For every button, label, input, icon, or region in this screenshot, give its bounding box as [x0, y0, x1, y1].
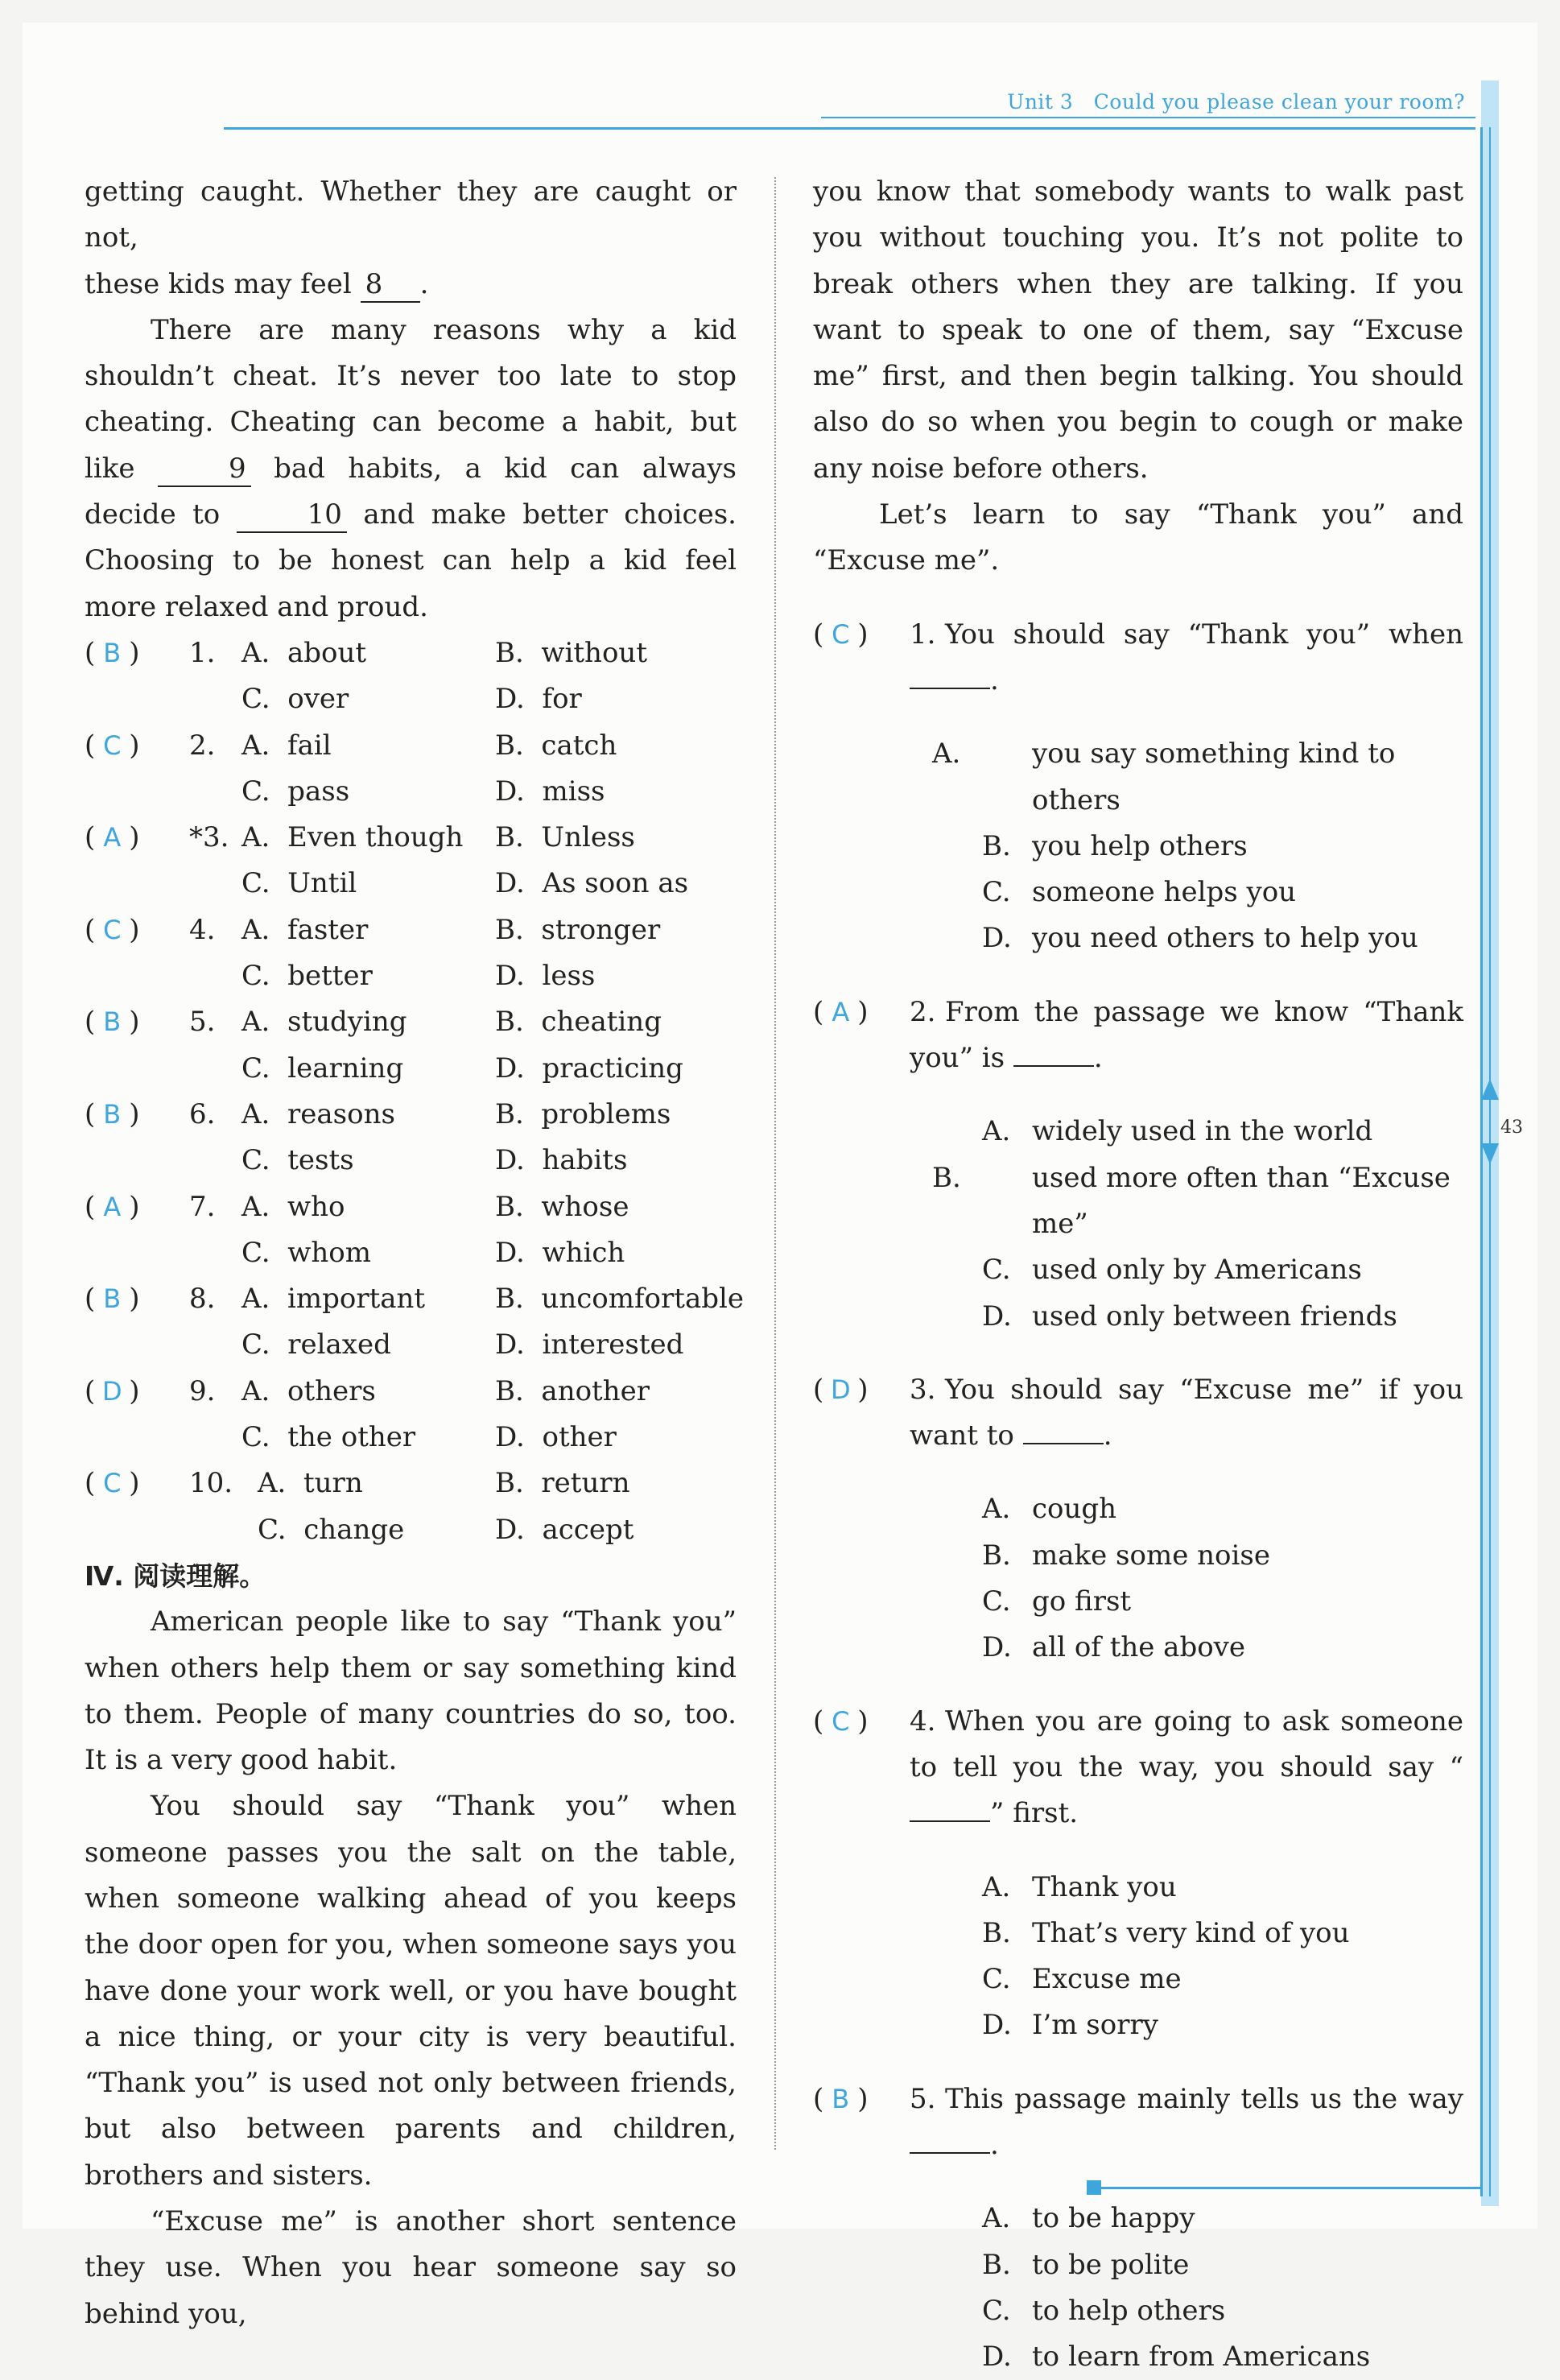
answer-blank [910, 1791, 990, 1822]
answer-paren: ( B ) [85, 630, 140, 676]
cloze-question-row [85, 1046, 737, 1092]
cloze-text: There are many reasons why a kid shouldn’t cheat. It’s never too late to stop cheating. Cheating can become a habit, but like [85, 313, 737, 485]
option-d: D. practicing [495, 1052, 683, 1085]
answer-letter: B [103, 1283, 122, 1315]
reading-option: C. to help others [982, 2294, 1226, 2327]
question-number: *3. [189, 821, 229, 854]
answer-paren: ( B ) [85, 999, 140, 1045]
option-b: B. another [495, 1374, 650, 1407]
answer-letter: A [103, 822, 122, 853]
reading-option: B. used more often than “Excuse me” [932, 1161, 1451, 1240]
reading-option: A. widely used in the world [982, 1115, 1373, 1148]
reading-option: B. you help others [982, 829, 1248, 862]
option-d: D. miss [495, 775, 605, 808]
cloze-question-row [85, 907, 737, 953]
rail-arrow-up-icon [1481, 1079, 1499, 1100]
reading-option: D. to learn from Americans [982, 2341, 1371, 2374]
option-a: A. studying [241, 1006, 407, 1039]
question-number: 5. [189, 1006, 216, 1039]
option-b: B. whose [495, 1190, 629, 1223]
option-d: D. other [495, 1421, 617, 1454]
answer-letter: A [103, 1191, 122, 1222]
option-a: A. important [241, 1283, 426, 1316]
option-c: C. better [241, 960, 373, 993]
option-d: D. which [495, 1236, 625, 1269]
answer-letter: B [103, 1098, 122, 1130]
answer-paren: ( D ) [813, 1367, 869, 1413]
answer-paren: ( A ) [813, 990, 869, 1035]
cloze-question-row [85, 861, 737, 907]
answer-paren: ( A ) [85, 1184, 140, 1230]
answer-paren: ( D ) [85, 1369, 140, 1415]
option-a: A. fail [241, 729, 332, 762]
answer-letter: C [103, 729, 122, 761]
option-b: B. return [495, 1467, 630, 1500]
question-stem: 1. You should say “Thank you” when . [910, 612, 1463, 704]
question-stem: 5. This passage mainly tells us the way . [910, 2076, 1463, 2169]
answer-letter: B [832, 2083, 850, 2114]
cloze-text: and make better choices. Choosing to be honest can help a kid feel more relaxed and proud. [85, 498, 737, 623]
cloze-question-row [85, 676, 737, 722]
header-rule-thin [821, 117, 1475, 118]
option-d: D. less [495, 960, 596, 993]
question-number: 3. [910, 1373, 936, 1406]
answer-blank [1023, 1414, 1104, 1444]
column-divider [774, 177, 776, 2150]
answer-paren: ( C ) [813, 1699, 869, 1745]
answer-letter: C [832, 618, 850, 650]
cloze-question-row [85, 769, 737, 815]
reading-option: A. Thank you [982, 1870, 1177, 1903]
answer-paren: ( C ) [813, 612, 869, 658]
cloze-question-row [85, 1507, 737, 1553]
cloze-text: . [419, 267, 429, 300]
cloze-question-row [85, 1369, 737, 1415]
answer-paren: ( B ) [85, 1092, 140, 1138]
reading-question [813, 612, 1463, 962]
header-rule [224, 127, 1475, 130]
page-number: 43 [1500, 1118, 1523, 1138]
unit-title: Could you please clean your room? [1093, 90, 1465, 114]
reading-option: B. That’s very kind of you [982, 1916, 1350, 1949]
answer-letter: A [832, 996, 850, 1027]
cloze-questions [85, 630, 744, 1553]
cloze-blank-8: 8 [361, 267, 420, 303]
cloze-blank-10: 10 [237, 498, 347, 533]
cloze-question-row [85, 1092, 737, 1138]
answer-letter: C [103, 1468, 122, 1499]
option-a: A. others [241, 1374, 376, 1407]
option-d: D. As soon as [495, 867, 689, 900]
answer-letter: D [101, 1375, 122, 1407]
option-c: C. the other [241, 1421, 416, 1454]
answer-paren: ( A ) [85, 815, 140, 861]
reading-option: D. used only between friends [982, 1299, 1397, 1333]
option-a: A. faster [241, 913, 369, 946]
option-b: B. problems [495, 1097, 671, 1130]
question-stem: 4. When you are going to ask someone to tell you the way, you should say “ ” first. [910, 1699, 1463, 1837]
question-number: 2. [189, 729, 216, 762]
section-title: Ⅳ. 阅读理解。 [85, 1560, 266, 1592]
question-number: 6. [189, 1097, 216, 1130]
option-a: A. reasons [241, 1097, 395, 1130]
option-c: C. pass [241, 775, 350, 808]
question-number: 1. [910, 618, 936, 651]
question-number: 2. [910, 995, 936, 1028]
option-a: A. Even though [241, 821, 464, 854]
option-a: A. who [241, 1190, 345, 1223]
option-c: C. change [258, 1513, 405, 1546]
answer-blank [910, 659, 990, 689]
reading-option: A. cough [982, 1493, 1117, 1526]
answer-blank [910, 2123, 990, 2154]
cloze-question-row [85, 1461, 737, 1506]
reading-paragraph: Let’s learn to say “Thank you” and “Excuse me”. [813, 498, 1463, 577]
cloze-question-row [85, 630, 737, 676]
answer-blank [1013, 1036, 1094, 1067]
option-d: D. interested [495, 1328, 684, 1361]
reading-paragraph: you know that somebody wants to walk past you without touching you. It’s not polite to break others when they are talking. If you want to speak to one of them, say “Excuse me” first, and then begin talking. You should also do so when you begin to cough or make any noise before others. [813, 176, 1463, 485]
option-b: B. catch [495, 729, 617, 762]
cloze-text: these kids may feel [85, 267, 352, 300]
reading-option: A. you say something kind to others [932, 738, 1396, 816]
answer-paren: ( C ) [85, 907, 140, 953]
reading-question [813, 1367, 1463, 1671]
answer-paren: ( C ) [85, 1461, 140, 1506]
answer-letter: C [103, 914, 122, 945]
option-b: B. without [495, 636, 647, 669]
cloze-question-row [85, 723, 737, 769]
option-c: C. whom [241, 1236, 371, 1269]
cloze-question-row [85, 1230, 737, 1276]
option-b: B. stronger [495, 913, 661, 946]
reading-option: C. someone helps you [982, 876, 1297, 909]
reading-option: D. all of the above [982, 1631, 1246, 1664]
answer-letter: B [103, 1006, 122, 1038]
cloze-line [85, 262, 737, 308]
answer-paren: ( B ) [85, 1276, 140, 1322]
option-b: B. Unless [495, 821, 635, 854]
reading-option: B. make some noise [982, 1539, 1270, 1572]
reading-paragraph: “Excuse me” is another short sentence they use. When you hear someone say so behind you, [85, 2205, 737, 2330]
reading-option: C. go first [982, 1585, 1132, 1618]
answer-letter: D [830, 1374, 851, 1405]
answer-paren: ( C ) [85, 723, 140, 769]
cloze-question-row [85, 1138, 737, 1184]
running-header [1007, 90, 1465, 114]
reading-paragraph: American people like to say “Thank you” when others help them or say something kind to them. People of many countries do so, too. It is a very good habit. [85, 1605, 737, 1777]
reading-question [813, 1699, 1463, 2049]
option-b: B. uncomfortable [495, 1283, 744, 1316]
option-c: C. tests [241, 1144, 354, 1177]
question-number: 8. [189, 1283, 216, 1316]
question-number: 7. [189, 1190, 216, 1223]
cloze-question-row [85, 1276, 744, 1322]
option-c: C. over [241, 683, 349, 716]
question-number: 4. [189, 913, 216, 946]
reading-option: C. used only by Americans [982, 1254, 1362, 1287]
question-number: 4. [910, 1704, 936, 1737]
question-number: 9. [189, 1374, 216, 1407]
question-stem: 2. From the passage we know “Thank you” is . [910, 990, 1463, 1082]
question-stem: 3. You should say “Excuse me” if you want to . [910, 1367, 1463, 1460]
reading-option: D. you need others to help you [982, 922, 1418, 955]
cloze-paragraph [85, 308, 737, 630]
cloze-question-row [85, 1415, 737, 1461]
cloze-text: bad habits, a kid can always decide to [85, 452, 737, 531]
reading-option: D. I’m sorry [982, 2009, 1158, 2042]
option-c: C. learning [241, 1052, 404, 1085]
question-number: 5. [910, 2082, 936, 2115]
reading-option: B. to be polite [982, 2248, 1190, 2281]
reading-question [813, 2076, 1463, 2380]
option-d: D. accept [495, 1513, 634, 1546]
cloze-question-row [85, 1322, 737, 1368]
question-number: 10. [189, 1467, 233, 1500]
unit-label: Unit 3 [1007, 90, 1074, 114]
option-b: B. cheating [495, 1006, 662, 1039]
option-c: C. Until [241, 867, 357, 900]
reading-option: C. Excuse me [982, 1963, 1182, 1996]
cloze-question-row [85, 1184, 737, 1230]
reading-questions [813, 612, 1463, 2380]
answer-letter: C [832, 1705, 850, 1737]
option-a: A. turn [258, 1467, 363, 1500]
answer-paren: ( B ) [813, 2076, 869, 2122]
cloze-question-row [85, 999, 737, 1045]
right-column [813, 169, 1463, 2380]
option-d: D. habits [495, 1144, 628, 1177]
reading-question [813, 990, 1463, 1340]
reading-paragraph: You should say “Thank you” when someone passes you the salt on the table, when someone walking ahead of you keeps the door open for you, when someone says you have done your work well, or you have bought a nice thing, or your city is very beautiful. “Thank you” is used not only between friends, but also between parents and children, brothers and sisters. [85, 1790, 737, 2192]
reading-option: A. to be happy [982, 2202, 1195, 2235]
cloze-question-row [85, 953, 737, 999]
option-a: A. about [241, 636, 367, 669]
cloze-question-row [85, 815, 737, 861]
question-number: 1. [189, 636, 216, 669]
option-d: D. for [495, 683, 582, 716]
option-c: C. relaxed [241, 1328, 391, 1361]
rail-arrow-down-icon [1481, 1143, 1499, 1164]
cloze-line: getting caught. Whether they are caught or not, [85, 176, 737, 254]
left-column [85, 169, 744, 2337]
answer-letter: B [103, 637, 122, 668]
cloze-blank-9: 9 [158, 452, 251, 487]
